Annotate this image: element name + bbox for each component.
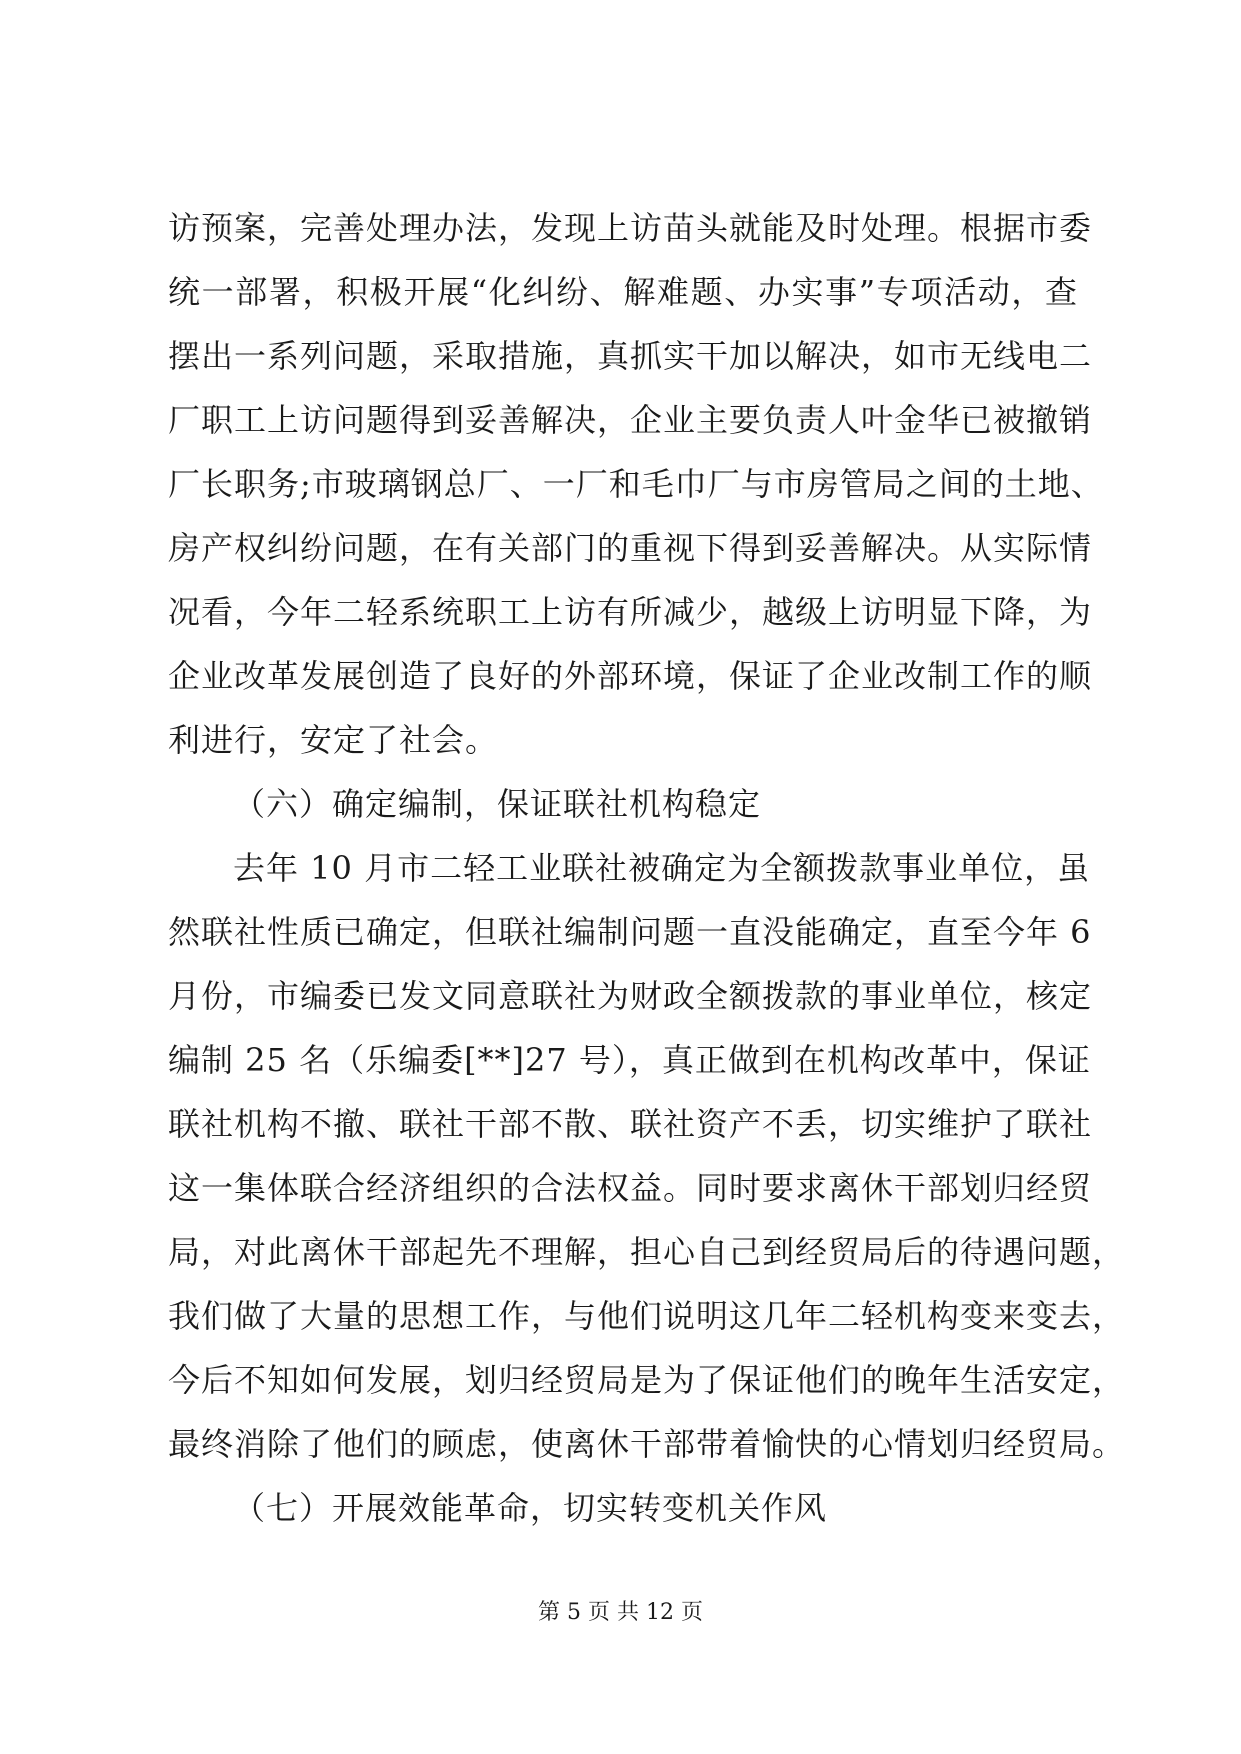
paragraph-line: 然联社性质已确定，但联社编制问题一直没能确定，直至今年 6 bbox=[168, 913, 1092, 951]
section-heading: （七）开展效能革命，切实转变机关作风 bbox=[233, 1489, 828, 1527]
paragraph-line: 厂长职务;市玻璃钢总厂、一厂和毛巾厂与市房管局之间的土地、 bbox=[168, 465, 1104, 503]
paragraph-line: 利进行，安定了社会。 bbox=[168, 721, 499, 759]
paragraph-line: 编制 25 名（乐编委[**]27 号），真正做到在机构改革中，保证 bbox=[168, 1041, 1091, 1079]
paragraph-line: 今后不知如何发展，划归经贸局是为了保证他们的晚年生活安定， bbox=[168, 1361, 1126, 1399]
paragraph-line: 联社机构不撤、联社干部不散、联社资产不丢，切实维护了联社 bbox=[168, 1105, 1093, 1143]
paragraph-line: 厂职工上访问题得到妥善解决，企业主要负责人叶金华已被撤销 bbox=[168, 401, 1093, 439]
paragraph-line: 最终消除了他们的顾虑，使离休干部带着愉快的心情划归经贸局。 bbox=[168, 1425, 1126, 1463]
paragraph-line: 统一部署，积极开展“化纠纷、解难题、办实事”专项活动，查 bbox=[168, 273, 1078, 311]
paragraph-line: 局，对此离休干部起先不理解，担心自己到经贸局后的待遇问题， bbox=[168, 1233, 1126, 1271]
paragraph-line: 况看，今年二轻系统职工上访有所减少，越级上访明显下降，为 bbox=[168, 593, 1093, 631]
paragraph-line: 房产权纠纷问题，在有关部门的重视下得到妥善解决。从实际情 bbox=[168, 529, 1093, 567]
section-heading: （六）确定编制，保证联社机构稳定 bbox=[233, 785, 762, 823]
paragraph-line: 摆出一系列问题，采取措施，真抓实干加以解决，如市无线电二 bbox=[168, 337, 1093, 375]
paragraph-line: 我们做了大量的思想工作，与他们说明这几年二轻机构变来变去， bbox=[168, 1297, 1126, 1335]
paragraph-line: 月份，市编委已发文同意联社为财政全额拨款的事业单位，核定 bbox=[168, 977, 1093, 1015]
page-number-footer: 第 5 页 共 12 页 bbox=[538, 1600, 703, 1625]
paragraph-line: 去年 10 月市二轻工业联社被确定为全额拨款事业单位，虽 bbox=[233, 849, 1091, 887]
paragraph-line: 企业改革发展创造了良好的外部环境，保证了企业改制工作的顺 bbox=[168, 657, 1093, 695]
paragraph-line: 访预案，完善处理办法，发现上访苗头就能及时处理。根据市委 bbox=[168, 209, 1093, 247]
paragraph-line: 这一集体联合经济组织的合法权益。同时要求离休干部划归经贸 bbox=[168, 1169, 1093, 1207]
